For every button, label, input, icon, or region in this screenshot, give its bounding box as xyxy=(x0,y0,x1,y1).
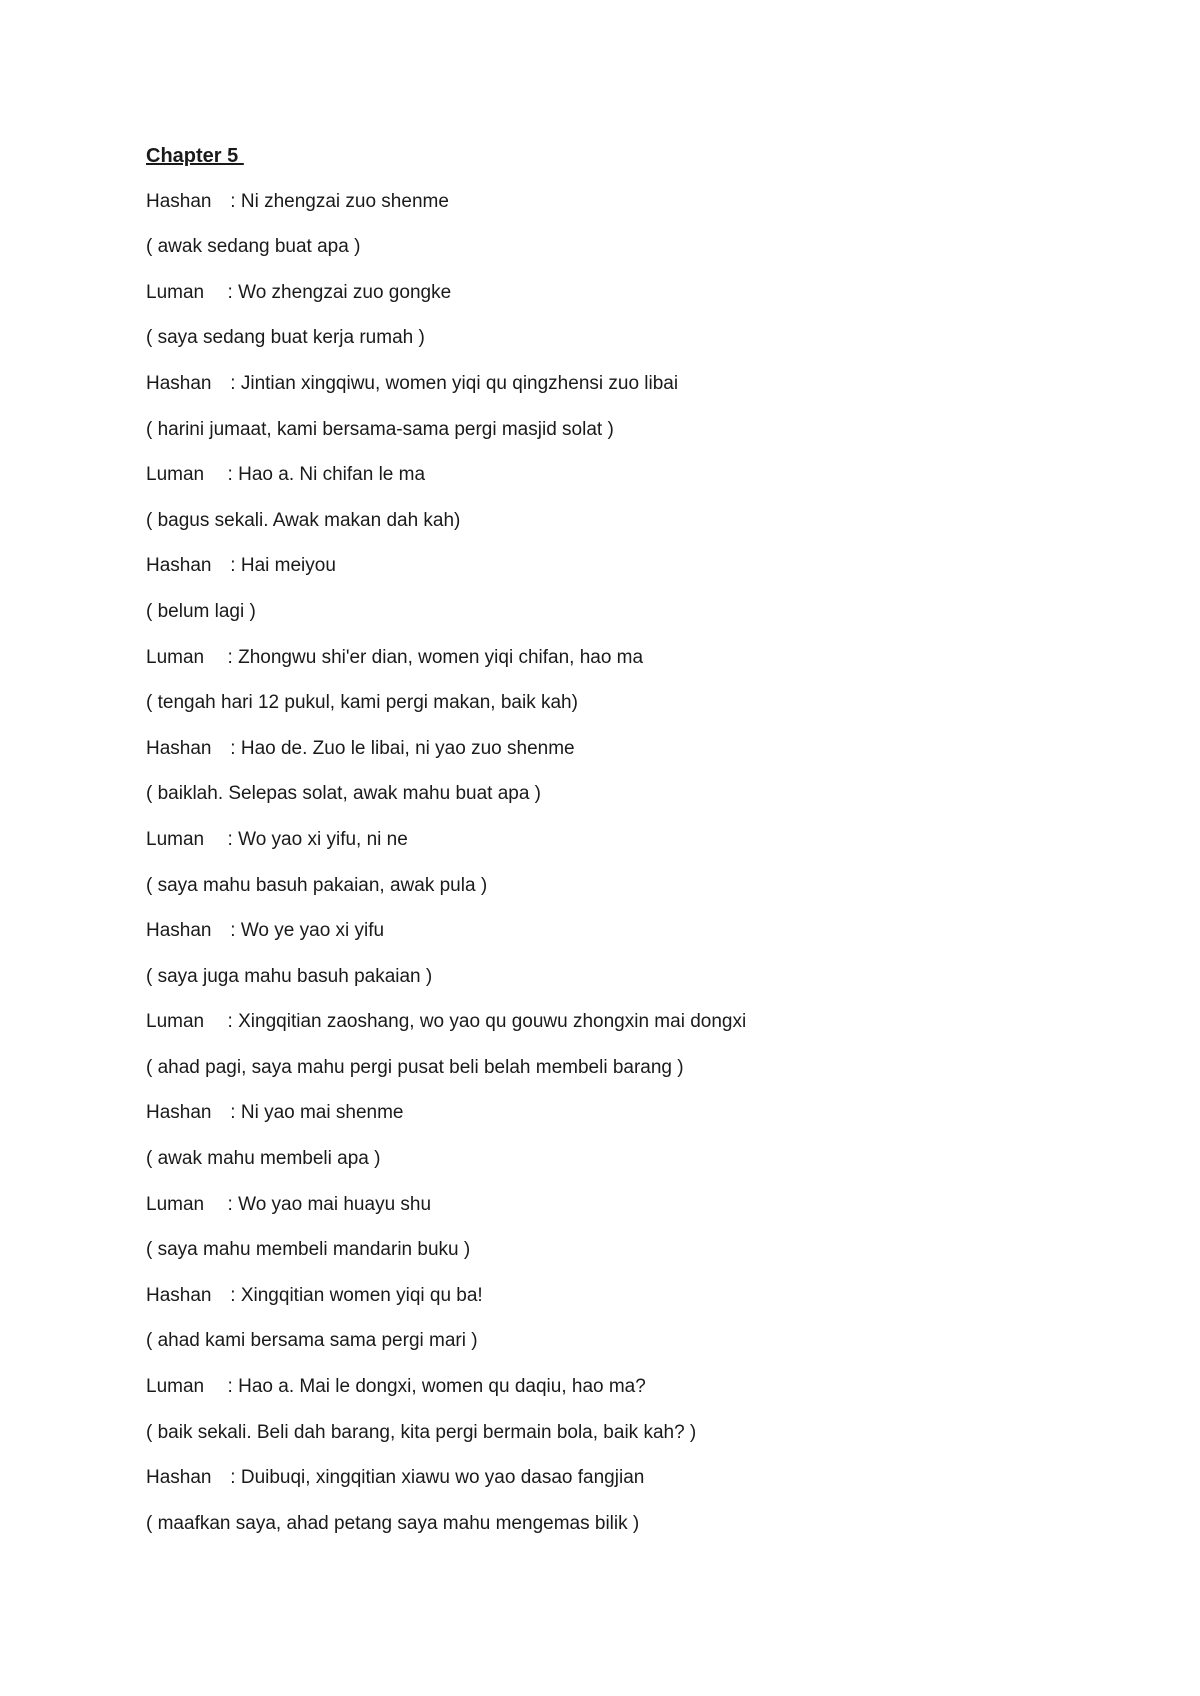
speaker-separator: : xyxy=(225,737,241,759)
dialogue-line xyxy=(146,372,1126,418)
speaker-separator: : xyxy=(217,464,239,486)
dialogue-line xyxy=(146,919,1126,965)
translation-line: ( ahad kami bersama sama pergi mari ) xyxy=(146,1330,478,1352)
dialogue-text: Hao a. Ni chifan le ma xyxy=(238,464,426,486)
translation-line: ( bagus sekali. Awak makan dah kah) xyxy=(146,509,461,531)
dialogue-line xyxy=(146,554,1126,600)
dialogue-line xyxy=(146,463,1126,509)
dialogue-line xyxy=(146,1466,1126,1512)
translation-line: ( baik sekali. Beli dah barang, kita pergi bermain bola, baik kah? ) xyxy=(146,1421,697,1443)
dialogue-text: Hao a. Mai le dongxi, women qu daqiu, hao ma? xyxy=(238,1376,646,1398)
speaker-separator: : xyxy=(225,920,241,942)
translation-line: ( saya mahu membeli mandarin buku ) xyxy=(146,1239,471,1261)
translation-line: ( awak mahu membeli apa ) xyxy=(146,1148,381,1170)
speaker-separator: : xyxy=(217,281,239,303)
speaker-name: Hashan xyxy=(146,190,212,212)
speaker-separator: : xyxy=(217,1376,239,1398)
speaker-name: Luman xyxy=(146,1376,205,1398)
dialogue-line xyxy=(146,1193,1126,1239)
dialogue-text: Xingqitian women yiqi qu ba! xyxy=(240,1284,483,1306)
dialogue-text: Hai meiyou xyxy=(240,555,336,577)
speaker-name: Hashan xyxy=(146,1284,212,1306)
translation-line: ( tengah hari 12 pukul, kami pergi makan, baik kah) xyxy=(146,692,578,714)
speaker-separator: : xyxy=(225,1284,241,1306)
translation-line: ( maafkan saya, ahad petang saya mahu mengemas bilik ) xyxy=(146,1512,640,1534)
translation-line: ( saya mahu basuh pakaian, awak pula ) xyxy=(146,874,488,896)
speaker-name: Luman xyxy=(146,828,205,850)
speaker-name: Luman xyxy=(146,1193,205,1215)
speaker-name: Luman xyxy=(146,281,205,303)
translation-line: ( harini jumaat, kami bersama-sama pergi masjid solat ) xyxy=(146,418,614,440)
dialogue-line xyxy=(146,1101,1126,1147)
dialogue-text: Jintian xingqiwu, women yiqi qu qingzhensi zuo libai xyxy=(240,372,679,394)
dialogue-line xyxy=(146,1284,1126,1330)
dialogue-text: Hao de. Zuo le libai, ni yao zuo shenme xyxy=(240,737,575,759)
dialogue-line xyxy=(146,646,1126,692)
dialogue-line xyxy=(146,190,1126,236)
translation-line: ( baiklah. Selepas solat, awak mahu buat apa ) xyxy=(146,783,542,805)
translation-line: ( awak sedang buat apa ) xyxy=(146,236,361,258)
dialogue-text: Wo zhengzai zuo gongke xyxy=(238,281,452,303)
speaker-name: Hashan xyxy=(146,737,212,759)
speaker-separator: : xyxy=(225,190,241,212)
dialogue-line xyxy=(146,281,1126,327)
translation-line: ( saya sedang buat kerja rumah ) xyxy=(146,327,425,349)
document-content xyxy=(146,144,1126,1557)
speaker-separator: : xyxy=(225,372,241,394)
speaker-separator: : xyxy=(225,1102,241,1124)
speaker-separator: : xyxy=(225,1467,241,1489)
speaker-separator: : xyxy=(225,555,241,577)
dialogue-line xyxy=(146,1375,1126,1421)
dialogue-text: Zhongwu shi'er dian, women yiqi chifan, hao ma xyxy=(238,646,644,668)
speaker-name: Hashan xyxy=(146,1102,212,1124)
translation-line: ( saya juga mahu basuh pakaian ) xyxy=(146,965,433,987)
dialogue-text: Ni yao mai shenme xyxy=(240,1102,404,1124)
speaker-name: Luman xyxy=(146,464,205,486)
dialogue-text: Wo ye yao xi yifu xyxy=(240,920,385,942)
dialogue-line xyxy=(146,1010,1126,1056)
dialogue-line xyxy=(146,737,1126,783)
speaker-separator: : xyxy=(217,646,239,668)
dialogue-text: Ni zhengzai zuo shenme xyxy=(240,190,449,212)
speaker-name: Hashan xyxy=(146,372,212,394)
speaker-separator: : xyxy=(217,828,239,850)
chapter-title: Chapter 5 xyxy=(146,145,244,167)
dialogue-text: Duibuqi, xingqitian xiawu wo yao dasao fangjian xyxy=(240,1467,645,1489)
speaker-separator: : xyxy=(217,1011,239,1033)
speaker-name: Hashan xyxy=(146,920,212,942)
dialogue-text: Wo yao mai huayu shu xyxy=(238,1193,432,1215)
speaker-name: Hashan xyxy=(146,1467,212,1489)
speaker-separator: : xyxy=(217,1193,239,1215)
dialogue-list xyxy=(146,190,1126,1558)
dialogue-line xyxy=(146,828,1126,874)
speaker-name: Hashan xyxy=(146,555,212,577)
dialogue-text: Xingqitian zaoshang, wo yao qu gouwu zhongxin mai dongxi xyxy=(238,1011,747,1033)
translation-line: ( belum lagi ) xyxy=(146,600,256,622)
dialogue-text: Wo yao xi yifu, ni ne xyxy=(238,828,408,850)
speaker-name: Luman xyxy=(146,1011,205,1033)
speaker-name: Luman xyxy=(146,646,205,668)
translation-line: ( ahad pagi, saya mahu pergi pusat beli belah membeli barang ) xyxy=(146,1056,684,1078)
